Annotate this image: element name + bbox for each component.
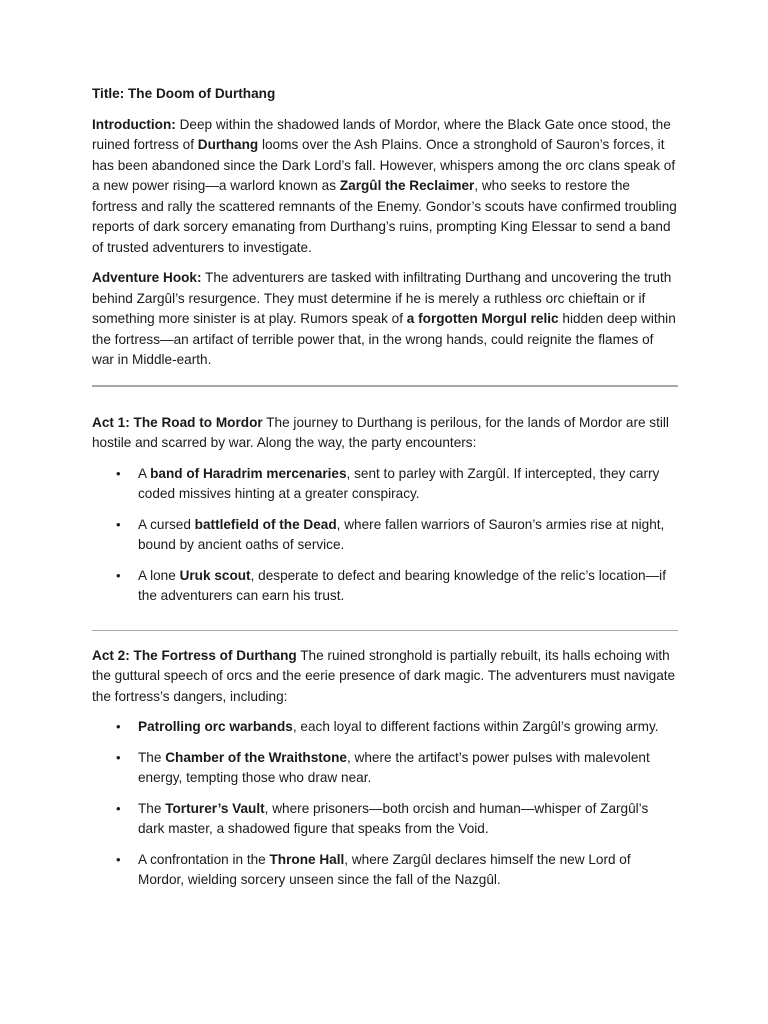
document-content xyxy=(92,84,678,901)
item-bold: Torturer’s Vault xyxy=(165,800,265,816)
act1-paragraph xyxy=(92,413,678,454)
hook-text-1: The adventurers are tasked with infiltrating Durthang and uncovering the truth behind Zargûl’s resurgence. They must determine if he is merely a ruthless orc chieftain or if something more sinister is at play. Rumors speak of xyxy=(92,270,672,326)
section-divider-1 xyxy=(92,385,678,387)
bullet-icon: • xyxy=(116,516,121,532)
item-bold: Chamber of the Wraithstone xyxy=(165,749,347,765)
item-text: , sent to parley with Zargûl. If intercepted, they carry coded missives hinting at a greater conspiracy. xyxy=(138,465,660,501)
intro-bold-zargul: Zargûl the Reclaimer xyxy=(339,178,475,193)
intro-bold-durthang: Durthang xyxy=(197,137,259,152)
intro-text-1: Deep within the shadowed lands of Mordor, where the Black Gate once stood, the ruined fortress of xyxy=(92,116,671,152)
document-title xyxy=(92,84,678,105)
item-prefix: The xyxy=(138,749,166,765)
introduction-label: Introduction: xyxy=(92,116,176,132)
list-item xyxy=(92,566,678,607)
item-text: , where Zargûl declares himself the new Lord of Mordor, wielding sorcery unseen since the fall of the Nazgûl. xyxy=(138,851,631,887)
act2-paragraph xyxy=(92,646,678,708)
bullet-icon: • xyxy=(116,800,121,816)
item-prefix: A confrontation in the xyxy=(138,851,270,867)
item-prefix: The xyxy=(138,800,166,816)
intro-text-3: , who seeks to restore the fortress and rally the scattered remnants of the Enemy. Gondor’s scouts have confirmed troubling reports of dark sorcery emanating from Durthang’s ruins, prompting King Elessar to send a band of trusted adventurers to investigate. xyxy=(92,178,677,255)
item-bold: Patrolling orc warbands xyxy=(138,719,293,734)
item-text: , where prisoners—both orcish and human—whisper of Zargûl’s dark master, a shadowed figure that speaks from the Void. xyxy=(138,800,649,836)
item-prefix: A lone xyxy=(138,567,180,583)
act1-text: The journey to Durthang is perilous, for the lands of Mordor are still hostile and scarred by war. Along the way, the party encounters: xyxy=(92,414,669,450)
act2-text: The ruined stronghold is partially rebuilt, its halls echoing with the guttural speech of orcs and the eerie presence of dark magic. The adventurers must navigate the fortress’s dangers, including: xyxy=(92,647,676,704)
section-divider-2 xyxy=(92,630,678,631)
item-text: , desperate to defect and bearing knowledge of the relic’s location—if the adventurers can earn his trust. xyxy=(138,567,666,603)
item-text: , each loyal to different factions within Zargûl’s growing army. xyxy=(292,719,659,734)
item-bold: band of Haradrim mercenaries xyxy=(150,465,347,481)
act1-list xyxy=(92,464,678,607)
introduction-paragraph xyxy=(92,115,678,259)
bullet-icon: • xyxy=(116,567,121,583)
item-prefix: A cursed xyxy=(138,516,195,532)
item-bold: Throne Hall xyxy=(269,851,345,867)
list-item xyxy=(92,717,678,738)
act2-list xyxy=(92,717,678,891)
bullet-icon: • xyxy=(116,851,121,867)
item-prefix: A xyxy=(138,465,151,481)
bullet-icon: • xyxy=(116,719,121,734)
list-item xyxy=(92,464,678,505)
act1-label: Act 1: The Road to Mordor xyxy=(92,414,263,430)
list-item xyxy=(92,850,678,891)
act2-label: Act 2: The Fortress of Durthang xyxy=(92,647,297,663)
hook-bold-relic: a forgotten Morgul relic xyxy=(406,311,559,326)
bullet-icon: • xyxy=(116,465,121,481)
item-bold: Uruk scout xyxy=(179,567,251,583)
hook-text-2: hidden deep within the fortress—an artifact of terrible power that, in the wrong hands, could reignite the flames of war in Middle-earth. xyxy=(92,311,676,367)
item-text: , where the artifact’s power pulses with malevolent energy, tempting those who draw near. xyxy=(138,749,650,785)
adventure-hook-label: Adventure Hook: xyxy=(92,270,202,285)
title-text: Title: The Doom of Durthang xyxy=(92,86,276,101)
bullet-icon: • xyxy=(116,749,121,765)
list-item xyxy=(92,748,678,789)
item-text: , where fallen warriors of Sauron’s armies rise at night, bound by ancient oaths of service. xyxy=(138,516,665,552)
item-bold: battlefield of the Dead xyxy=(194,516,337,532)
list-item xyxy=(92,515,678,556)
list-item xyxy=(92,799,678,840)
adventure-hook-paragraph xyxy=(92,268,678,371)
intro-text-2: looms over the Ash Plains. Once a stronghold of Sauron’s forces, it has been abandoned since the Dark Lord’s fall. However, whispers among the orc clans speak of a new power rising—a warlord known as xyxy=(92,137,676,193)
